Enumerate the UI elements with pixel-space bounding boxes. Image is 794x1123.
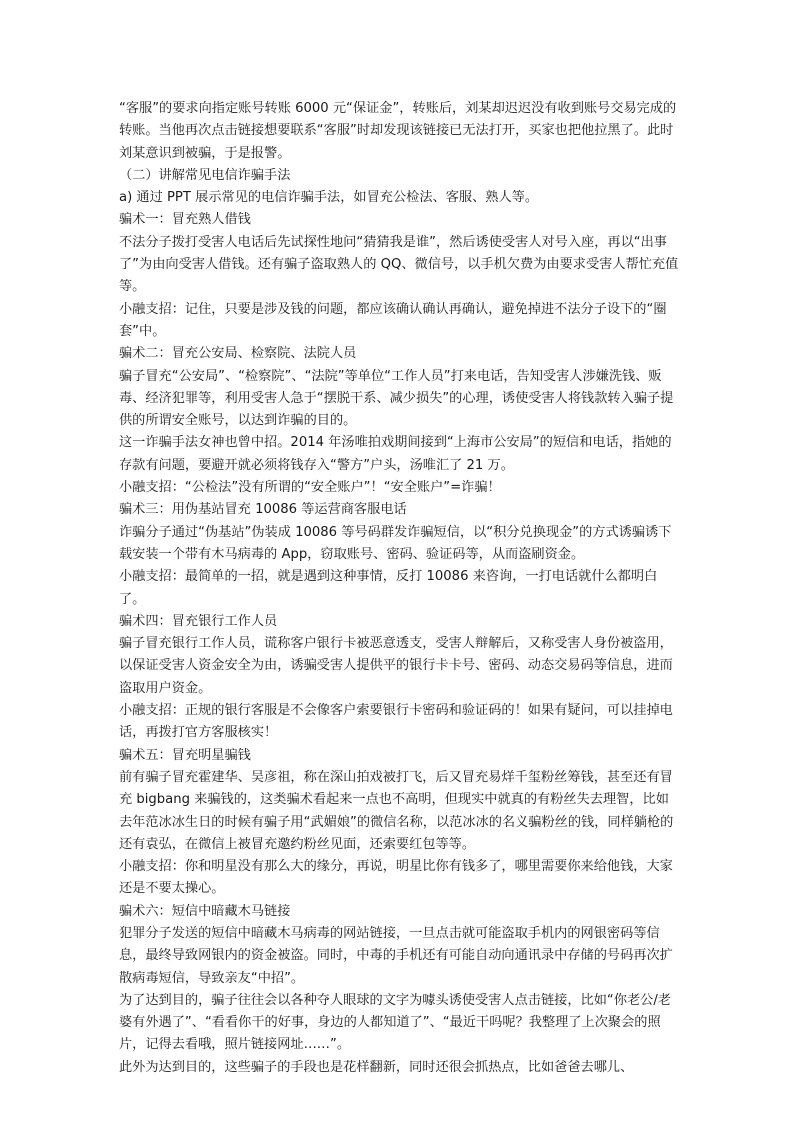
paragraph-trick-4: 骗子冒充银行工作人员，谎称客户银行卡被恶意透支，受害人辩解后，又称受害人身份被盗用，以保证受害人资金安全为由，诱骗受害人提供平的银行卡卡号、密码、动态交易码等信息，进而盗取用户资金。 [119, 636, 673, 696]
trick-heading-3: 骗术三：用伪基站冒充 10086 等运营商客服电话 [119, 502, 407, 518]
paragraph-trick-2-example: 这一诈骗手法女神也曾中招。2014 年汤唯拍戏期间接到“上海市公安局”的短信和电话，指她的存款有问题，要避开就必须将钱存入“警方”户头，汤唯汇了 21 万。 [119, 435, 672, 473]
paragraph-case-intro: “客服”的要求向指定账号转账 6000 元“保证金”，转账后，刘某却迟迟没有收到账号交易完成的转账。当他再次点击链接想要联系“客服”时却发现该链接已无法打开，买家也把他拉黑了。此时刘某意识到被骗，于是报警。 [119, 101, 677, 161]
trick-heading-6: 骗术六：短信中暗藏木马链接 [119, 903, 291, 919]
tip-4: 小融支招：正规的银行客服是不会像客户索要银行卡密码和验证码的！如果有疑问，可以挂掉电话，再拨打官方客服核实！ [119, 703, 673, 741]
trick-heading-5: 骗术五：冒充明星骗钱 [119, 747, 251, 763]
paragraph-trick-5: 前有骗子冒充霍建华、吴彦祖，称在深山拍戏被打飞，后又冒充易烊千玺粉丝筹钱，甚至还有冒充 bigbang 来骗钱的，这类骗术看起来一点也不高明，但现实中就真的有粉丝失去理智，比如去年范冰冰生日的时候有骗子用“武媚娘”的微信名称，以范冰冰的名义骗粉丝的钱，同样躺枪的还有袁弘，在微信上被冒充邀约粉丝见面，还索要红包等等。 [119, 769, 674, 852]
tip-2: 小融支招：“公检法”没有所谓的“安全账户”！“安全账户”=诈骗！ [119, 480, 501, 496]
tip-1: 小融支招：记住，只要是涉及钱的问题，都应该确认确认再确认，避免掉进不法分子设下的“圈套”中。 [119, 301, 667, 339]
trick-heading-1: 骗术一：冒充熟人借钱 [119, 212, 251, 228]
paragraph-trick-6-examples: 为了达到目的，骗子往往会以各种夺人眼球的文字为噱头诱使受害人点击链接，比如“你老公/老婆有外遇了”、“看看你干的好事，身边的人都知道了”、“最近干吗呢？我整理了上次聚会的照片，记得去看哦，照片链接网址……”。 [119, 992, 671, 1053]
trick-heading-2: 骗术二：冒充公安局、检察院、法院人员 [119, 346, 357, 362]
paragraph-trick-6: 犯罪分子发送的短信中暗藏木马病毒的网站链接，一旦点击就可能盗取手机内的网银密码等信息，最终导致网银内的资金被盗。同时，中毒的手机还有可能自动向通讯录中存储的号码再次扩散病毒短信，导致亲友“中招”。 [119, 925, 673, 986]
document-body [119, 98, 679, 1079]
paragraph-trick-3: 诈骗分子通过“伪基站”伪装成 10086 等号码群发诈骗短信，以“积分兑换现金”的方式诱骗诱下载安装一个带有木马病毒的 App，窃取账号、密码、验证码等，从而盗刷资金。 [119, 524, 672, 562]
paragraph-trick-6-more: 此外为达到目的，这些骗子的手段也是花样翻新，同时还很会抓热点，比如爸爸去哪儿、 [119, 1059, 634, 1075]
paragraph-trick-2: 骗子冒充“公安局”、“检察院”、“法院”等单位“工作人员”打来电话，告知受害人涉嫌洗钱、贩毒、经济犯罪等，利用受害人急于“摆脱干系、减少损失”的心理，诱使受害人将钱款转入骗子提供的所谓安全账号，以达到诈骗的目的。 [119, 368, 674, 429]
tip-5: 小融支招：你和明星没有那么大的缘分，再说，明星比你有钱多了，哪里需要你来给他钱，大家还是不要太操心。 [119, 859, 673, 897]
paragraph-ppt-intro: a) 通过 PPT 展示常见的电信诈骗手法，如冒充公检法、客服、熟人等。 [119, 190, 539, 206]
paragraph-trick-1: 不法分子拨打受害人电话后先试探性地问“猜猜我是谁”，然后诱使受害人对号入座，再以“出事了”为由向受害人借钱。还有骗子盗取熟人的 QQ、微信号，以手机欠费为由要求受害人帮忙充值等。 [119, 234, 679, 295]
section-heading-fraud-methods: （二）讲解常见电信诈骗手法 [119, 167, 291, 183]
tip-3: 小融支招：最简单的一招，就是遇到这种事情，反打 10086 来咨询，一打电话就什么都明白了。 [119, 569, 658, 607]
trick-heading-4: 骗术四：冒充银行工作人员 [119, 613, 278, 629]
